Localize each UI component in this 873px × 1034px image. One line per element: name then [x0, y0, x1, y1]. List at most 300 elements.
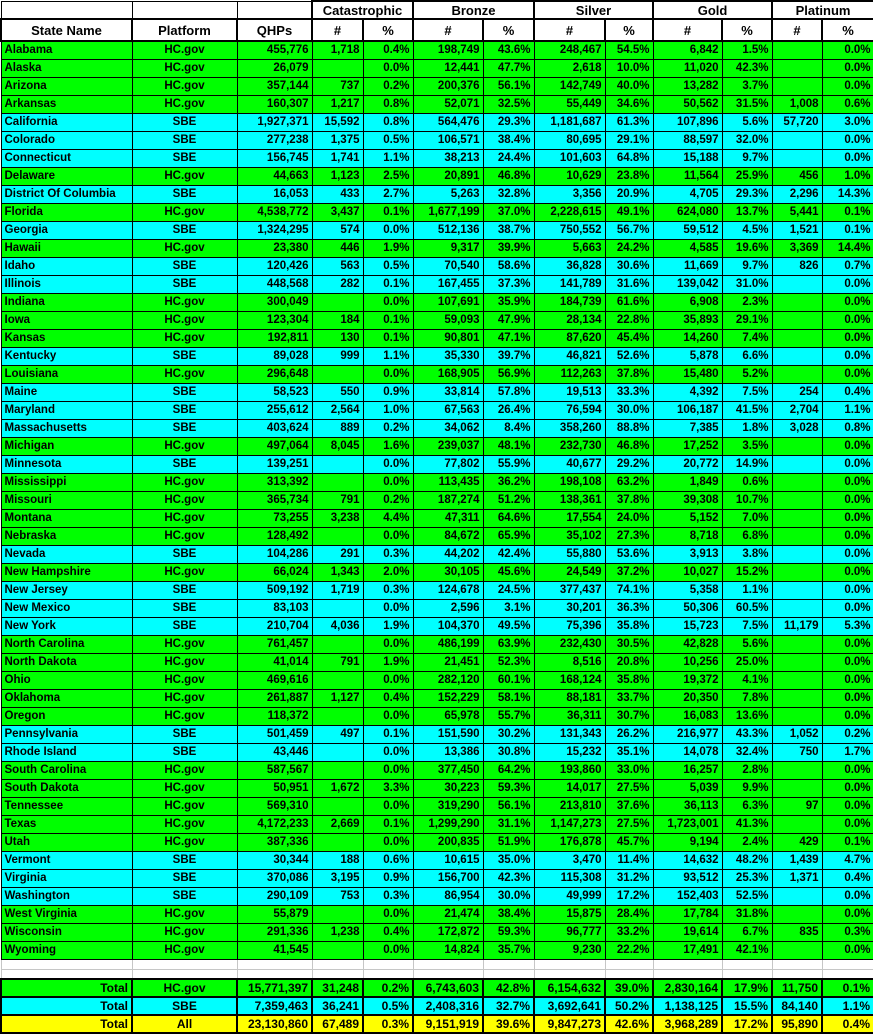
header-blank-cell [132, 1, 237, 19]
cell-silver-pct: 10.0% [605, 59, 653, 77]
cell-state-name: Montana [1, 509, 132, 527]
cell-gold-count: 5,878 [653, 347, 722, 365]
cell-gold-count: 107,896 [653, 113, 722, 131]
cell-gold-pct: 15.5% [722, 997, 772, 1015]
cell-platform: HC.gov [132, 167, 237, 185]
cell-gold-pct: 1.1% [722, 581, 772, 599]
cell-qhps: 365,734 [237, 491, 312, 509]
cell-platinum-pct: 5.3% [822, 617, 873, 635]
cell-silver-count: 80,695 [534, 131, 605, 149]
column-header-qhps: QHPs [237, 19, 312, 41]
cell-silver-pct: 35.8% [605, 617, 653, 635]
cell-catastrophic-count [312, 365, 363, 383]
cell-platinum-pct: 0.0% [822, 797, 873, 815]
spacer-cell [312, 969, 363, 979]
table-row-montana [1, 509, 873, 527]
cell-catastrophic-count [312, 473, 363, 491]
column-header-gold-pct: % [722, 19, 772, 41]
group-header-platinum: Platinum [772, 1, 873, 19]
cell-catastrophic-count: 3,437 [312, 203, 363, 221]
cell-bronze-pct: 37.3% [483, 275, 534, 293]
cell-bronze-pct: 51.9% [483, 833, 534, 851]
cell-catastrophic-count: 282 [312, 275, 363, 293]
cell-platinum-count: 1,008 [772, 95, 822, 113]
cell-catastrophic-count [312, 455, 363, 473]
cell-gold-count: 16,083 [653, 707, 722, 725]
cell-catastrophic-pct: 0.1% [363, 275, 413, 293]
cell-bronze-pct: 32.7% [483, 997, 534, 1015]
cell-platinum-pct: 0.4% [822, 383, 873, 401]
cell-bronze-count: 70,540 [413, 257, 483, 275]
cell-silver-pct: 88.8% [605, 419, 653, 437]
cell-platinum-pct: 0.0% [822, 41, 873, 59]
cell-platinum-count: 2,704 [772, 401, 822, 419]
cell-platinum-pct: 0.0% [822, 329, 873, 347]
cell-gold-count: 139,042 [653, 275, 722, 293]
cell-platform: HC.gov [132, 797, 237, 815]
cell-gold-count: 4,705 [653, 185, 722, 203]
cell-platinum-count: 750 [772, 743, 822, 761]
cell-bronze-pct: 56.1% [483, 77, 534, 95]
cell-silver-pct: 22.8% [605, 311, 653, 329]
cell-catastrophic-count [312, 293, 363, 311]
cell-bronze-pct: 49.5% [483, 617, 534, 635]
cell-gold-count: 3,968,289 [653, 1015, 722, 1033]
spacer-cell [483, 969, 534, 979]
cell-catastrophic-count: 1,238 [312, 923, 363, 941]
cell-silver-count: 55,880 [534, 545, 605, 563]
cell-platinum-pct: 0.0% [822, 671, 873, 689]
cell-gold-count: 14,632 [653, 851, 722, 869]
cell-bronze-count: 5,263 [413, 185, 483, 203]
spacer-cell [312, 959, 363, 969]
spacer-cell [653, 969, 722, 979]
cell-gold-pct: 25.9% [722, 167, 772, 185]
cell-state-name: Total [1, 997, 132, 1015]
cell-bronze-count: 168,905 [413, 365, 483, 383]
cell-qhps: 128,492 [237, 527, 312, 545]
column-header-gold-count: # [653, 19, 722, 41]
cell-platinum-count: 835 [772, 923, 822, 941]
cell-platinum-pct: 0.0% [822, 293, 873, 311]
cell-silver-pct: 33.3% [605, 383, 653, 401]
cell-state-name: Florida [1, 203, 132, 221]
cell-platform: HC.gov [132, 653, 237, 671]
spacer-row [1, 959, 873, 969]
cell-platform: SBE [132, 743, 237, 761]
cell-catastrophic-count [312, 527, 363, 545]
cell-bronze-pct: 37.0% [483, 203, 534, 221]
cell-state-name: Connecticut [1, 149, 132, 167]
cell-catastrophic-count: 36,241 [312, 997, 363, 1015]
table-row-south-dakota [1, 779, 873, 797]
cell-platinum-count [772, 815, 822, 833]
cell-bronze-count: 2,408,316 [413, 997, 483, 1015]
cell-catastrophic-pct: 0.9% [363, 383, 413, 401]
cell-state-name: Arkansas [1, 95, 132, 113]
cell-gold-count: 1,138,125 [653, 997, 722, 1015]
cell-platform: HC.gov [132, 59, 237, 77]
cell-silver-count: 9,230 [534, 941, 605, 959]
column-header-platinum-pct: % [822, 19, 873, 41]
cell-platform: SBE [132, 455, 237, 473]
cell-catastrophic-pct: 0.3% [363, 581, 413, 599]
cell-qhps: 160,307 [237, 95, 312, 113]
cell-silver-count: 2,228,615 [534, 203, 605, 221]
cell-catastrophic-count [312, 707, 363, 725]
cell-gold-pct: 41.5% [722, 401, 772, 419]
cell-platform: SBE [132, 131, 237, 149]
cell-bronze-count: 30,223 [413, 779, 483, 797]
cell-catastrophic-count [312, 599, 363, 617]
cell-bronze-pct: 43.6% [483, 41, 534, 59]
cell-silver-pct: 24.0% [605, 509, 653, 527]
cell-gold-count: 36,113 [653, 797, 722, 815]
cell-bronze-count: 77,802 [413, 455, 483, 473]
cell-gold-pct: 3.5% [722, 437, 772, 455]
cell-silver-count: 15,232 [534, 743, 605, 761]
cell-catastrophic-pct: 0.0% [363, 455, 413, 473]
cell-qhps: 255,612 [237, 401, 312, 419]
cell-gold-count: 6,908 [653, 293, 722, 311]
cell-catastrophic-count: 188 [312, 851, 363, 869]
cell-bronze-count: 13,386 [413, 743, 483, 761]
cell-bronze-count: 1,677,199 [413, 203, 483, 221]
table-row-ohio [1, 671, 873, 689]
cell-bronze-count: 239,037 [413, 437, 483, 455]
cell-platinum-count [772, 329, 822, 347]
cell-gold-pct: 1.5% [722, 41, 772, 59]
cell-gold-count: 4,392 [653, 383, 722, 401]
cell-gold-pct: 52.5% [722, 887, 772, 905]
column-header-platinum-count: # [772, 19, 822, 41]
table-row-wyoming [1, 941, 873, 959]
cell-bronze-count: 84,672 [413, 527, 483, 545]
cell-catastrophic-pct: 0.4% [363, 41, 413, 59]
cell-platform: HC.gov [132, 203, 237, 221]
cell-silver-count: 10,629 [534, 167, 605, 185]
total-row-hcgov [1, 979, 873, 997]
cell-platinum-count [772, 473, 822, 491]
table-row-kansas [1, 329, 873, 347]
table-row-mississippi [1, 473, 873, 491]
cell-catastrophic-count [312, 905, 363, 923]
cell-gold-pct: 25.3% [722, 869, 772, 887]
cell-gold-count: 1,849 [653, 473, 722, 491]
cell-bronze-pct: 51.2% [483, 491, 534, 509]
cell-bronze-count: 9,151,919 [413, 1015, 483, 1033]
cell-silver-count: 232,430 [534, 635, 605, 653]
cell-silver-count: 2,618 [534, 59, 605, 77]
cell-gold-pct: 1.8% [722, 419, 772, 437]
spacer-cell [483, 959, 534, 969]
cell-bronze-count: 14,824 [413, 941, 483, 959]
table-row-alabama [1, 41, 873, 59]
cell-platinum-count: 254 [772, 383, 822, 401]
group-header-silver: Silver [534, 1, 653, 19]
table-row-louisiana [1, 365, 873, 383]
cell-silver-count: 115,308 [534, 869, 605, 887]
table-row-idaho [1, 257, 873, 275]
cell-platform: All [132, 1015, 237, 1033]
spacer-cell [413, 969, 483, 979]
cell-bronze-count: 90,801 [413, 329, 483, 347]
cell-catastrophic-pct: 0.5% [363, 997, 413, 1015]
cell-qhps: 403,624 [237, 419, 312, 437]
table-row-north-dakota [1, 653, 873, 671]
header-blank-cell [237, 1, 312, 19]
cell-bronze-pct: 3.1% [483, 599, 534, 617]
cell-bronze-pct: 59.3% [483, 779, 534, 797]
cell-platinum-pct: 4.7% [822, 851, 873, 869]
cell-catastrophic-pct: 2.0% [363, 563, 413, 581]
cell-state-name: Kansas [1, 329, 132, 347]
cell-gold-pct: 19.6% [722, 239, 772, 257]
cell-silver-pct: 30.5% [605, 635, 653, 653]
cell-bronze-pct: 55.9% [483, 455, 534, 473]
cell-gold-count: 152,403 [653, 887, 722, 905]
cell-gold-count: 14,078 [653, 743, 722, 761]
cell-silver-pct: 45.4% [605, 329, 653, 347]
cell-gold-pct: 41.3% [722, 815, 772, 833]
cell-silver-count: 36,828 [534, 257, 605, 275]
cell-bronze-pct: 56.1% [483, 797, 534, 815]
cell-silver-count: 213,810 [534, 797, 605, 815]
cell-silver-count: 131,343 [534, 725, 605, 743]
cell-gold-pct: 17.2% [722, 1015, 772, 1033]
cell-gold-count: 19,372 [653, 671, 722, 689]
cell-gold-count: 216,977 [653, 725, 722, 743]
cell-silver-pct: 35.1% [605, 743, 653, 761]
cell-silver-pct: 29.1% [605, 131, 653, 149]
cell-platinum-pct: 0.4% [822, 869, 873, 887]
cell-platform: HC.gov [132, 473, 237, 491]
cell-silver-count: 3,692,641 [534, 997, 605, 1015]
cell-catastrophic-pct: 0.0% [363, 833, 413, 851]
cell-state-name: Maine [1, 383, 132, 401]
cell-bronze-pct: 42.4% [483, 545, 534, 563]
cell-platform: SBE [132, 113, 237, 131]
cell-platform: HC.gov [132, 95, 237, 113]
cell-platinum-count [772, 293, 822, 311]
cell-bronze-count: 65,978 [413, 707, 483, 725]
cell-state-name: Alabama [1, 41, 132, 59]
cell-catastrophic-count: 3,195 [312, 869, 363, 887]
cell-bronze-count: 21,474 [413, 905, 483, 923]
cell-platinum-count [772, 905, 822, 923]
cell-gold-pct: 2.4% [722, 833, 772, 851]
cell-state-name: Utah [1, 833, 132, 851]
cell-catastrophic-count: 889 [312, 419, 363, 437]
cell-gold-pct: 5.6% [722, 113, 772, 131]
cell-gold-count: 6,842 [653, 41, 722, 59]
cell-platinum-pct: 0.0% [822, 275, 873, 293]
cell-gold-count: 39,308 [653, 491, 722, 509]
cell-catastrophic-pct: 4.4% [363, 509, 413, 527]
cell-bronze-count: 44,202 [413, 545, 483, 563]
cell-catastrophic-pct: 1.6% [363, 437, 413, 455]
cell-platinum-count [772, 779, 822, 797]
cell-qhps: 469,616 [237, 671, 312, 689]
cell-bronze-count: 200,835 [413, 833, 483, 851]
cell-platinum-count [772, 41, 822, 59]
table-row-missouri [1, 491, 873, 509]
cell-platinum-count [772, 599, 822, 617]
cell-silver-pct: 27.5% [605, 815, 653, 833]
cell-catastrophic-count: 446 [312, 239, 363, 257]
cell-platinum-count [772, 563, 822, 581]
cell-state-name: Alaska [1, 59, 132, 77]
cell-catastrophic-pct: 0.0% [363, 797, 413, 815]
cell-platform: HC.gov [132, 491, 237, 509]
cell-gold-pct: 31.8% [722, 905, 772, 923]
cell-platinum-pct: 0.0% [822, 761, 873, 779]
cell-catastrophic-pct: 1.0% [363, 401, 413, 419]
cell-silver-count: 17,554 [534, 509, 605, 527]
cell-silver-count: 15,875 [534, 905, 605, 923]
cell-state-name: Missouri [1, 491, 132, 509]
cell-catastrophic-count: 1,718 [312, 41, 363, 59]
cell-catastrophic-pct: 0.3% [363, 545, 413, 563]
cell-platform: HC.gov [132, 779, 237, 797]
cell-catastrophic-count: 791 [312, 653, 363, 671]
cell-platinum-pct: 0.0% [822, 311, 873, 329]
cell-bronze-count: 1,299,290 [413, 815, 483, 833]
cell-bronze-count: 20,891 [413, 167, 483, 185]
cell-gold-pct: 17.9% [722, 979, 772, 997]
cell-qhps: 370,086 [237, 869, 312, 887]
cell-catastrophic-pct: 0.3% [363, 1015, 413, 1033]
cell-gold-pct: 29.1% [722, 311, 772, 329]
cell-silver-pct: 33.0% [605, 761, 653, 779]
cell-platform: HC.gov [132, 815, 237, 833]
table-row-oklahoma [1, 689, 873, 707]
cell-state-name: Arizona [1, 77, 132, 95]
cell-bronze-count: 104,370 [413, 617, 483, 635]
table-row-tennessee [1, 797, 873, 815]
cell-bronze-count: 187,274 [413, 491, 483, 509]
spacer-cell [363, 959, 413, 969]
cell-qhps: 58,523 [237, 383, 312, 401]
cell-state-name: Total [1, 1015, 132, 1033]
cell-platinum-pct: 0.0% [822, 581, 873, 599]
cell-platinum-count [772, 437, 822, 455]
cell-silver-count: 28,134 [534, 311, 605, 329]
cell-platinum-pct: 0.0% [822, 455, 873, 473]
table-row-texas [1, 815, 873, 833]
table-row-colorado [1, 131, 873, 149]
cell-gold-pct: 7.5% [722, 617, 772, 635]
cell-catastrophic-pct: 0.0% [363, 293, 413, 311]
cell-silver-pct: 20.9% [605, 185, 653, 203]
cell-state-name: Massachusetts [1, 419, 132, 437]
cell-silver-pct: 52.6% [605, 347, 653, 365]
cell-qhps: 44,663 [237, 167, 312, 185]
cell-gold-count: 11,020 [653, 59, 722, 77]
cell-gold-pct: 6.7% [722, 923, 772, 941]
cell-bronze-pct: 32.5% [483, 95, 534, 113]
table-row-pennsylvania [1, 725, 873, 743]
cell-platinum-pct: 0.0% [822, 941, 873, 959]
cell-qhps: 313,392 [237, 473, 312, 491]
cell-bronze-pct: 46.8% [483, 167, 534, 185]
cell-gold-pct: 60.5% [722, 599, 772, 617]
cell-catastrophic-pct: 0.6% [363, 851, 413, 869]
cell-catastrophic-pct: 0.3% [363, 887, 413, 905]
cell-silver-count: 198,108 [534, 473, 605, 491]
cell-platform: HC.gov [132, 833, 237, 851]
cell-catastrophic-count: 550 [312, 383, 363, 401]
cell-silver-count: 193,860 [534, 761, 605, 779]
cell-catastrophic-pct: 0.2% [363, 77, 413, 95]
cell-bronze-count: 151,590 [413, 725, 483, 743]
cell-qhps: 156,745 [237, 149, 312, 167]
cell-qhps: 587,567 [237, 761, 312, 779]
cell-qhps: 118,372 [237, 707, 312, 725]
cell-bronze-count: 12,441 [413, 59, 483, 77]
spacer-cell [1, 959, 132, 969]
cell-bronze-count: 156,700 [413, 869, 483, 887]
cell-gold-count: 5,039 [653, 779, 722, 797]
cell-silver-count: 358,260 [534, 419, 605, 437]
cell-bronze-count: 52,071 [413, 95, 483, 113]
cell-gold-pct: 7.4% [722, 329, 772, 347]
cell-catastrophic-pct: 0.0% [363, 221, 413, 239]
cell-catastrophic-count: 3,238 [312, 509, 363, 527]
cell-silver-count: 1,147,273 [534, 815, 605, 833]
cell-catastrophic-count: 1,719 [312, 581, 363, 599]
cell-platinum-pct: 0.0% [822, 437, 873, 455]
cell-silver-count: 750,552 [534, 221, 605, 239]
cell-bronze-pct: 48.1% [483, 437, 534, 455]
cell-platinum-pct: 0.0% [822, 347, 873, 365]
cell-platform: SBE [132, 149, 237, 167]
cell-platform: SBE [132, 419, 237, 437]
table-row-california [1, 113, 873, 131]
cell-platinum-count [772, 581, 822, 599]
cell-catastrophic-count: 2,669 [312, 815, 363, 833]
cell-platform: HC.gov [132, 671, 237, 689]
table-row-wisconsin [1, 923, 873, 941]
table-row-vermont [1, 851, 873, 869]
cell-gold-pct: 42.3% [722, 59, 772, 77]
cell-state-name: Mississippi [1, 473, 132, 491]
cell-bronze-count: 67,563 [413, 401, 483, 419]
cell-gold-pct: 2.8% [722, 761, 772, 779]
cell-platinum-count: 429 [772, 833, 822, 851]
cell-platinum-count: 57,720 [772, 113, 822, 131]
cell-platform: SBE [132, 887, 237, 905]
cell-bronze-count: 377,450 [413, 761, 483, 779]
cell-state-name: Rhode Island [1, 743, 132, 761]
cell-state-name: Michigan [1, 437, 132, 455]
cell-platinum-count [772, 707, 822, 725]
cell-bronze-pct: 47.9% [483, 311, 534, 329]
cell-platinum-count: 1,521 [772, 221, 822, 239]
cell-bronze-pct: 39.6% [483, 1015, 534, 1033]
cell-qhps: 50,951 [237, 779, 312, 797]
cell-platinum-count: 1,439 [772, 851, 822, 869]
cell-silver-pct: 61.3% [605, 113, 653, 131]
cell-qhps: 569,310 [237, 797, 312, 815]
cell-state-name: Nevada [1, 545, 132, 563]
cell-platform: SBE [132, 581, 237, 599]
cell-qhps: 277,238 [237, 131, 312, 149]
cell-catastrophic-pct: 3.3% [363, 779, 413, 797]
spacer-cell [237, 959, 312, 969]
cell-silver-count: 232,730 [534, 437, 605, 455]
cell-qhps: 30,344 [237, 851, 312, 869]
